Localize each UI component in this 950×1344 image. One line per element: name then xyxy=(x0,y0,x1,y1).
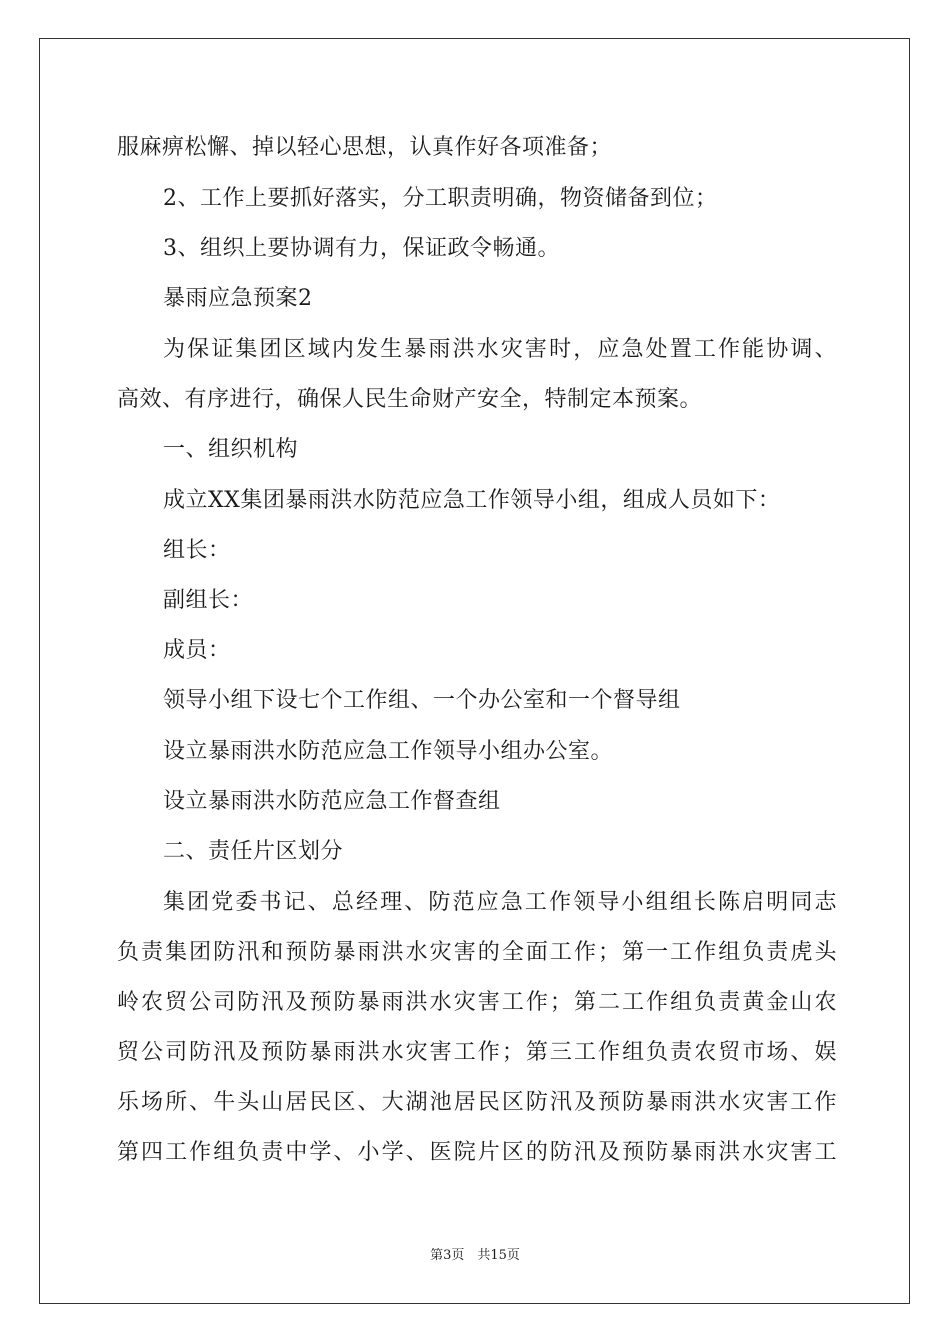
text-line: 岭农贸公司防汛及预防暴雨洪水灾害工作；第二工作组负责黄金山农 xyxy=(117,990,837,1015)
text-line: 成立XX集团暴雨洪水防范应急工作领导小组，组成人员如下： xyxy=(163,488,781,513)
text-line: 贸公司防汛及预防暴雨洪水灾害工作；第三工作组负责农贸市场、娱 xyxy=(117,1040,837,1065)
text-line: 副组长： xyxy=(163,588,254,613)
text-line: 领导小组下设七个工作组、一个办公室和一个督导组 xyxy=(163,688,681,713)
section-heading: 暴雨应急预案2 xyxy=(163,286,313,311)
text-line: 第四工作组负责中学、小学、医院片区的防汛及预防暴雨洪水灾害工 xyxy=(117,1140,837,1165)
text-line: 乐场所、牛头山居民区、大湖池居民区防汛及预防暴雨洪水灾害工作 xyxy=(117,1090,837,1115)
text-line: 负责集团防汛和预防暴雨洪水灾害的全面工作；第一工作组负责虎头 xyxy=(117,940,837,965)
text-line: 设立暴雨洪水防范应急工作督查组 xyxy=(163,789,501,814)
text-line: 集团党委书记、总经理、防范应急工作领导小组组长陈启明同志 xyxy=(163,890,837,915)
text-line: 成员： xyxy=(163,638,231,663)
text-line: 组长： xyxy=(163,538,231,563)
text-line: 为保证集团区域内发生暴雨洪水灾害时，应急处置工作能协调、 xyxy=(163,337,837,362)
text-line: 设立暴雨洪水防范应急工作领导小组办公室。 xyxy=(163,739,614,764)
text-line: 高效、有序进行，确保人民生命财产安全，特制定本预案。 xyxy=(117,387,703,412)
section-heading: 一、组织机构 xyxy=(163,437,299,462)
text-line: 3、组织上要协调有力，保证政令畅通。 xyxy=(163,236,560,261)
text-line: 2、工作上要抓好落实，分工职责明确，物资储备到位； xyxy=(163,186,718,211)
section-heading: 二、责任片区划分 xyxy=(163,839,344,864)
page-number-footer: 第3页 共15页 xyxy=(430,1248,520,1263)
text-line: 服麻痹松懈、掉以轻心思想，认真作好各项准备； xyxy=(117,135,613,160)
